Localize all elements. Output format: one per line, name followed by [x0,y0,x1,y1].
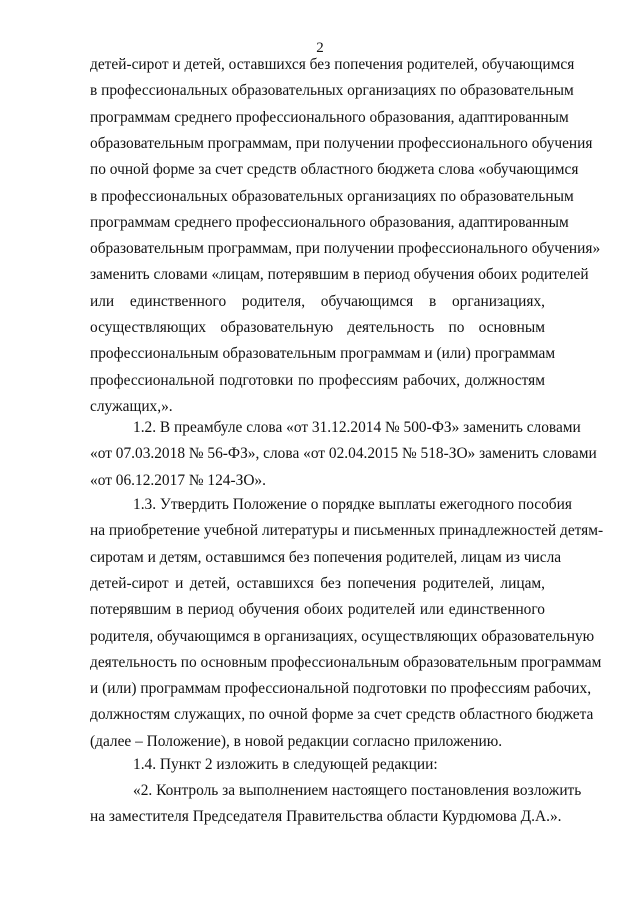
text-line: родителя, обучающимся в организациях, осуществляющих образовательную [90,627,595,645]
text-line: осуществляющих образовательную деятельность по основным [90,319,545,336]
text-line: детей-сирот и детей, оставшихся без попечения родителей, лицам, [90,574,545,592]
text-line: в профессиональных образовательных организациях по образовательным [90,82,574,100]
text-line: должностям служащих, по очной форме за счет средств областного бюджета [90,706,594,724]
text-line: «2. Контроль за выполнением настоящего постановления возложить [133,782,582,799]
text-line: по очной форме за счет средств областного бюджета слова «обучающимся [90,161,579,179]
text-line: потерявшим в период обучения обоих родителей или единственного [90,601,545,619]
text-line: образовательным программам, при получении профессионального обучения [90,134,593,152]
text-line: «от 07.03.2018 № 56-ФЗ», слова «от 02.04.2015 № 518-ЗО» заменить словами [90,445,597,463]
text-line: заменить словами «лицам, потерявшим в период обучения обоих родителей [90,266,589,284]
text-line: в профессиональных образовательных организациях по образовательным [90,187,574,205]
text-line: (далее – Положение), в новой редакции согласно приложению. [90,732,503,750]
text-line: на приобретение учебной литературы и письменных принадлежностей детям- [90,522,604,540]
text-line: служащих,». [90,397,173,415]
text-line: деятельность по основным профессиональным образовательным программам [90,653,602,671]
text-line: «от 06.12.2017 № 124-ЗО». [90,471,266,489]
text-line: профессиональным образовательным программам и (или) программам [90,345,556,363]
text-line: программам среднего профессионального образования, адаптированным [90,108,569,126]
text-line: 1.4. Пункт 2 изложить в следующей редакции: [133,756,438,773]
text-line: 1.2. В преамбуле слова «от 31.12.2014 № 500-ФЗ» заменить словами [133,419,581,436]
text-line: или единственного родителя, обучающимся в организациях, [90,292,545,310]
text-line: программам среднего профессионального образования, адаптированным [90,213,569,231]
text-line: детей-сирот и детей, оставшихся без попечения родителей, обучающимся [90,56,575,73]
text-line: профессиональной подготовки по профессиям рабочих, должностям [90,371,545,389]
text-line: образовательным программам, при получении профессионального обучения» [90,240,601,258]
text-line: сиротам и детям, оставшимся без попечения родителей, лицам из числа [90,548,562,566]
text-line: 1.3. Утвердить Положение о порядке выплаты ежегодного пособия [133,496,572,513]
text-line: и (или) программам профессиональной подготовки по профессиям рабочих, [90,680,592,698]
page-number: 2 [316,40,324,56]
text-line: на заместителя Председателя Правительства области Курдюмова Д.А.». [90,808,562,826]
